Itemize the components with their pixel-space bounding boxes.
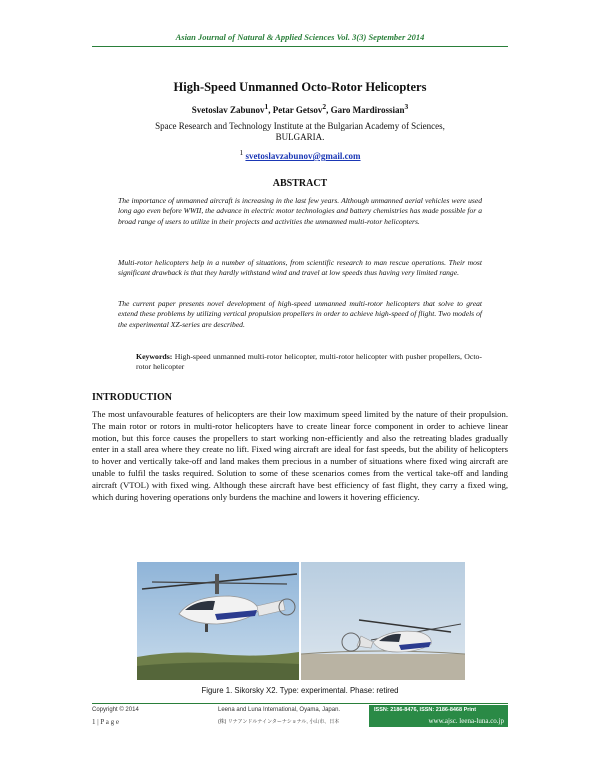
- footer-issn-box: [369, 705, 508, 727]
- footer-publisher: Leena and Luna International, Oyama, Japan.: [218, 707, 341, 713]
- introduction-heading: INTRODUCTION: [92, 392, 173, 403]
- abstract-paragraph: The current paper presents novel development of high-speed unmanned multi-rotor helicopters that solve to great extend these problems by utilizing vertical propulsion propellers in order to achieve high-speed of flight. Two models of the experimental XZ-series are described.: [118, 299, 482, 329]
- keywords-text: High-speed unmanned multi-rotor helicopter, multi-rotor helicopter with pusher propellers, Octo-rotor helicopter: [136, 352, 482, 372]
- author-list: Svetoslav Zabunov$^1$, Petar Getsov$^2$, Garo Mardirossian$^3$: [191, 102, 409, 115]
- journal-header: Asian Journal of Natural & Applied Sciences Vol. 3(3) September 2014: [175, 32, 425, 42]
- abstract-paragraph: The importance of unmanned aircraft is increasing in the last few years. Although unmanned aerial vehicles were used long ago even before WWII, the advance in electric motor technologies and battery chemistries has made possible for a broad range of users to utilize in their projects and activities the unmanned multi-rotor helicopters.: [118, 196, 482, 226]
- abstract-paragraph: Multi-rotor helicopters help in a number of situations, from scientific research to man rescue operations. Their most significant drawback is that they hardly withstand wind and travel at low speeds thus having very limited range.: [118, 258, 482, 278]
- figure-photo-right: [301, 562, 465, 680]
- author-name: Svetoslav Zabunov: [191, 105, 265, 115]
- figure-photo-left: [137, 562, 299, 680]
- email-link[interactable]: svetoslavzabunov@gmail.com: [245, 151, 361, 161]
- keywords: [136, 352, 482, 373]
- author-name: Petar Getsov: [272, 105, 323, 115]
- abstract-heading: ABSTRACT: [272, 178, 328, 189]
- footer-copyright: Copyright © 2014: [92, 707, 139, 713]
- header-rule: [92, 46, 508, 47]
- author-name: Garo Mardirossian: [330, 105, 405, 115]
- footer-publisher-jp: (株) リナアンドルナインターナショナル, 小山市、日本: [218, 719, 340, 725]
- paper-title: High-Speed Unmanned Octo-Rotor Helicopters: [173, 80, 427, 94]
- affiliation: Space Research and Technology Institute at the Bulgarian Academy of Sciences, BULGARIA.: [155, 121, 445, 142]
- figure-caption: Figure 1. Sikorsky X2. Type: experimental. Phase: retired: [201, 686, 399, 695]
- footer-website[interactable]: www.ajsc. leena-luna.co.jp: [428, 717, 504, 725]
- keywords-label: Keywords:: [136, 352, 173, 361]
- introduction-text: The most unfavourable features of helicopters are their low maximum speed limited by the nature of their propulsion. The main rotor or rotors in multi-rotor helicopters have to create linear force component in order to achieve linear motion, but this force causes the propellers to start working non-efficiently and also the retreating blades gradually enter in a stall area where they create no lift. Fixed wing aircraft are ideal for fast speeds, but the ability of helicopters to hover and vertically take-off and land makes them precious in a number of situations where fixed wing aircraft are unable to fulfil the tasks required. Solution to some of these scenarios comes from the vertical take-off and landing aircraft (VTOL) with fixed wing. Although these aircraft have best efficiency of fast flight, they carry a fixed wing, which during hovering operations only burdens the machine and lowers it hovering efficiency.: [92, 409, 508, 502]
- footer-page-number: 1 | P a g e: [92, 718, 119, 726]
- author-email: $^1$ svetoslavzabunov@gmail.com: [239, 148, 361, 161]
- footer-rule: [92, 703, 508, 704]
- footer-issn: ISSN: 2186-8476, ISSN: 2186-8468 Print: [374, 707, 477, 713]
